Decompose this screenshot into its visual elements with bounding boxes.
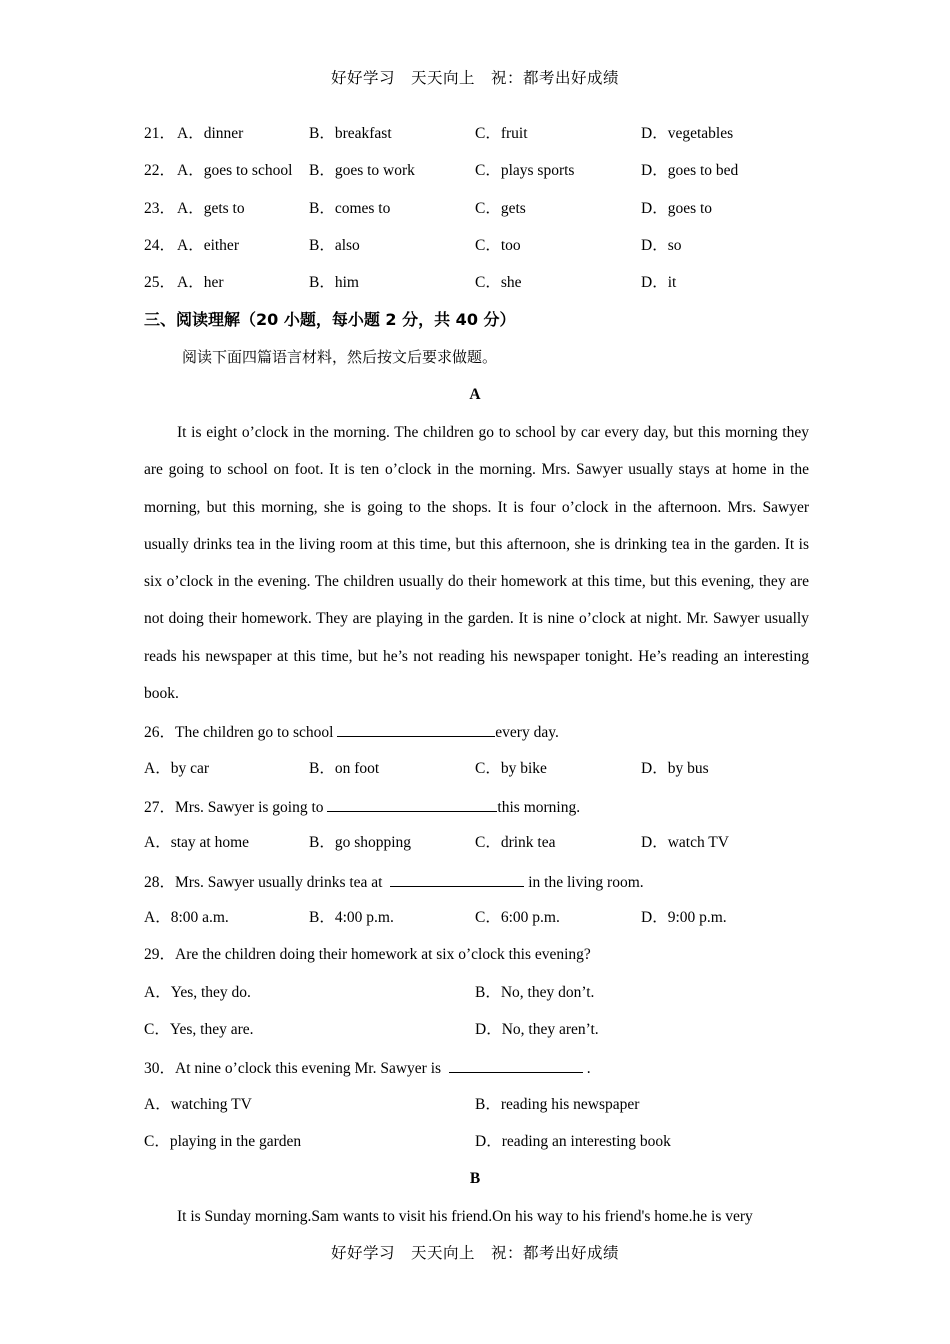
option-c: C．6:00 p.m. (475, 909, 560, 926)
question-29: 29．Are the children doing their homework at six o’clock this evening? (144, 946, 591, 963)
option-a: A．gets to (177, 200, 245, 217)
question-stem-end: . (582, 1060, 591, 1077)
option-a: A．stay at home (144, 834, 250, 851)
option-b: B．also (309, 237, 360, 254)
question-number: 24． (144, 237, 176, 254)
question-stem: 27．Mrs. Sawyer is going to (144, 799, 328, 816)
option-c: C．she (475, 274, 522, 291)
option-d: D．so (641, 237, 682, 254)
option-b: B．on foot (309, 760, 380, 777)
passage-label-b: B (469, 1170, 481, 1187)
option-d: D．watch TV (641, 834, 729, 851)
option-b: B．breakfast (309, 125, 392, 142)
question-28 (144, 871, 644, 893)
question-number: 22． (144, 162, 176, 179)
option-d: D．it (641, 274, 677, 291)
option-d: D．9:00 p.m. (641, 909, 727, 926)
question-stem-end: in the living room. (524, 874, 644, 891)
option-a: A．either (177, 237, 239, 254)
option-a: A．watching TV (144, 1096, 252, 1113)
question-27 (144, 796, 580, 818)
question-number: 21． (144, 125, 176, 142)
question-stem-end: every day. (495, 724, 559, 741)
option-c: C．drink tea (475, 834, 556, 851)
option-b: B．No, they don’t. (475, 984, 595, 1001)
option-b: B．4:00 p.m. (309, 909, 394, 926)
option-c: C．Yes, they are. (144, 1021, 254, 1038)
option-c: C．by bike (475, 760, 547, 777)
page-header: 好好学习 天天向上 祝：都考出好成绩 (330, 69, 619, 87)
question-stem: 30．At nine o’clock this evening Mr. Sawyer is (144, 1060, 445, 1077)
passage-a-text (144, 414, 809, 712)
option-b: B．go shopping (309, 834, 412, 851)
option-d: D．vegetables (641, 125, 734, 142)
question-number: 25． (144, 274, 176, 291)
passage-label-a: A (469, 386, 481, 403)
section-instruction: 阅读下面四篇语言材料，然后按文后要求做题。 (182, 348, 498, 366)
option-b: B．him (309, 274, 359, 291)
page-footer: 好好学习 天天向上 祝：都考出好成绩 (330, 1244, 619, 1262)
option-a: A．8:00 a.m. (144, 909, 229, 926)
option-c: C．too (475, 237, 521, 254)
option-d: D．No, they aren’t. (475, 1021, 599, 1038)
question-30 (144, 1057, 591, 1079)
option-d: D．goes to bed (641, 162, 739, 179)
answer-blank (390, 871, 524, 887)
option-c: C．fruit (475, 125, 528, 142)
question-number: 23． (144, 200, 176, 217)
answer-blank (337, 721, 495, 737)
option-a: A．goes to school (177, 162, 293, 179)
question-stem-end: this morning. (497, 799, 581, 816)
answer-blank (327, 796, 497, 812)
question-stem: 26．The children go to school (144, 724, 338, 741)
answer-blank (449, 1057, 583, 1073)
question-stem: 28．Mrs. Sawyer usually drinks tea at (144, 874, 387, 891)
option-a: A．dinner (177, 125, 244, 142)
option-d: D．by bus (641, 760, 709, 777)
passage-a-body: It is eight o’clock in the morning. The children go to school by car every day, but this morning they are going to school on foot. It is ten o’clock in the morning. Mrs. Sawyer usually stays at home in the morning, but this morning, she is going to the shops. It is four o’clock in the afternoon. Mrs. Sawyer usually drinks tea in the living room at this time, but this afternoon, she is drinking tea in the garden. It is six o’clock in the evening. The children usually do their homework at this time, but this evening, they are not doing their homework. They are playing in the garden. It is nine o’clock at night. Mr. Sawyer usually reads his newspaper at this time, but he’s not reading his newspaper tonight. He’s reading an interesting book. (144, 424, 809, 703)
option-b: B．comes to (309, 200, 391, 217)
option-d: D．goes to (641, 200, 713, 217)
option-a: A．her (177, 274, 224, 291)
question-26 (144, 721, 559, 743)
section-title: 三、阅读理解（20 小题，每小题 2 分，共 40 分） (144, 310, 516, 329)
option-c: C．playing in the garden (144, 1133, 302, 1150)
option-c: C．gets (475, 200, 526, 217)
option-a: A．Yes, they do. (144, 984, 251, 1001)
option-b: B．reading his newspaper (475, 1096, 640, 1113)
passage-b-first-line: It is Sunday morning.Sam wants to visit his friend.On his way to his friend's home.he is very (177, 1208, 753, 1225)
option-b: B．goes to work (309, 162, 415, 179)
option-a: A．by car (144, 760, 209, 777)
option-c: C．plays sports (475, 162, 575, 179)
option-d: D．reading an interesting book (475, 1133, 671, 1150)
